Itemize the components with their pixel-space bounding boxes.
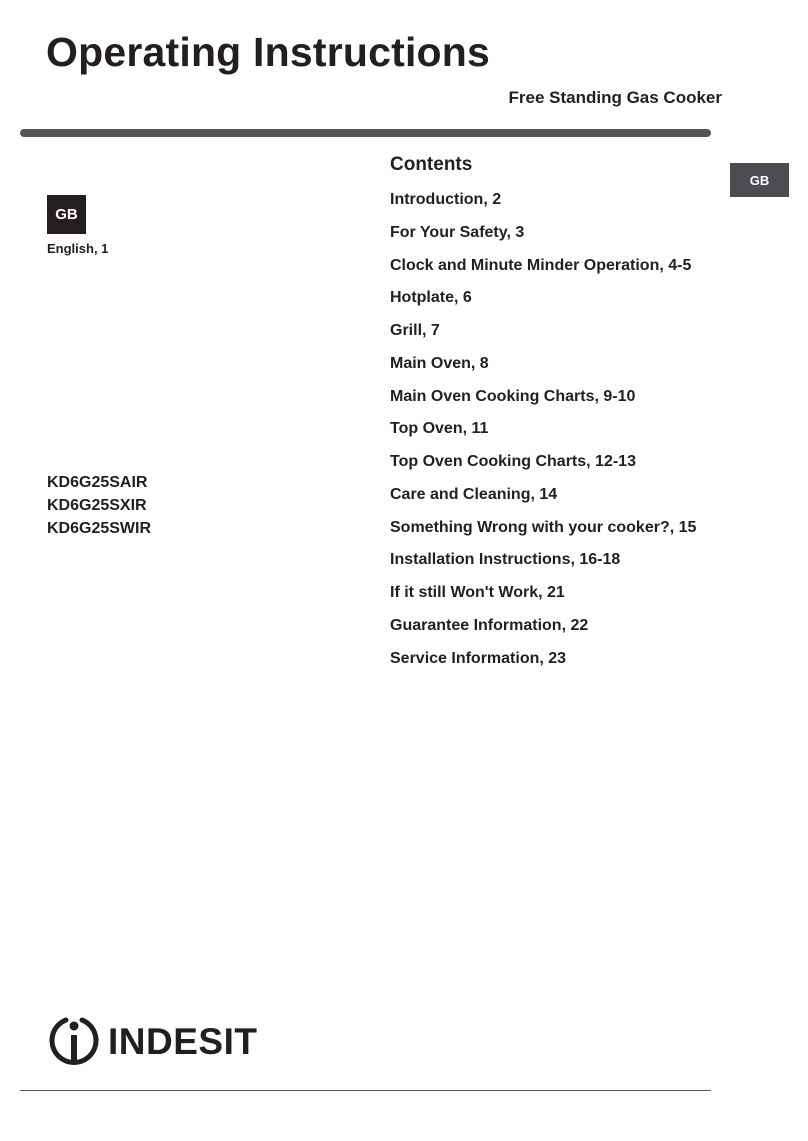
model-item: KD6G25SXIR [47, 497, 147, 514]
page-title: Operating Instructions [46, 29, 491, 75]
indesit-logo-icon [46, 1014, 102, 1070]
toc-item: Care and Cleaning, 14 [390, 485, 558, 503]
table-of-contents [390, 188, 696, 679]
toc-item: Something Wrong with your cooker?, 15 [390, 518, 697, 536]
toc-item: Installation Instructions, 16-18 [390, 551, 621, 569]
brand-name: INDESIT [108, 1021, 258, 1062]
toc-item: Grill, 7 [390, 322, 440, 339]
language-badge: GB [47, 195, 86, 234]
contents-heading: Contents [390, 154, 473, 175]
toc-item: Service Information, 23 [390, 649, 567, 667]
toc-item: Introduction, 2 [390, 191, 502, 208]
toc-item: Guarantee Information, 22 [390, 616, 589, 634]
toc-item: Hotplate, 6 [390, 289, 472, 307]
toc-item: Top Oven Cooking Charts, 12-13 [390, 453, 636, 470]
indesit-logo [46, 1014, 257, 1070]
model-item: KD6G25SWIR [47, 520, 152, 537]
toc-item: Top Oven, 11 [390, 420, 489, 438]
header-divider [20, 129, 711, 137]
toc-item: Main Oven, 8 [390, 354, 489, 372]
footer-divider [20, 1090, 711, 1091]
page-subtitle: Free Standing Gas Cooker [508, 88, 722, 107]
language-side-tab: GB [730, 163, 789, 197]
language-label: English, 1 [47, 241, 109, 256]
toc-item: Main Oven Cooking Charts, 9-10 [390, 387, 636, 405]
toc-item: If it still Won't Work, 21 [390, 584, 565, 601]
toc-item: For Your Safety, 3 [390, 223, 525, 241]
model-item: KD6G25SAIR [47, 474, 148, 491]
model-list [47, 472, 151, 541]
toc-item: Clock and Minute Minder Operation, 4-5 [390, 256, 692, 274]
